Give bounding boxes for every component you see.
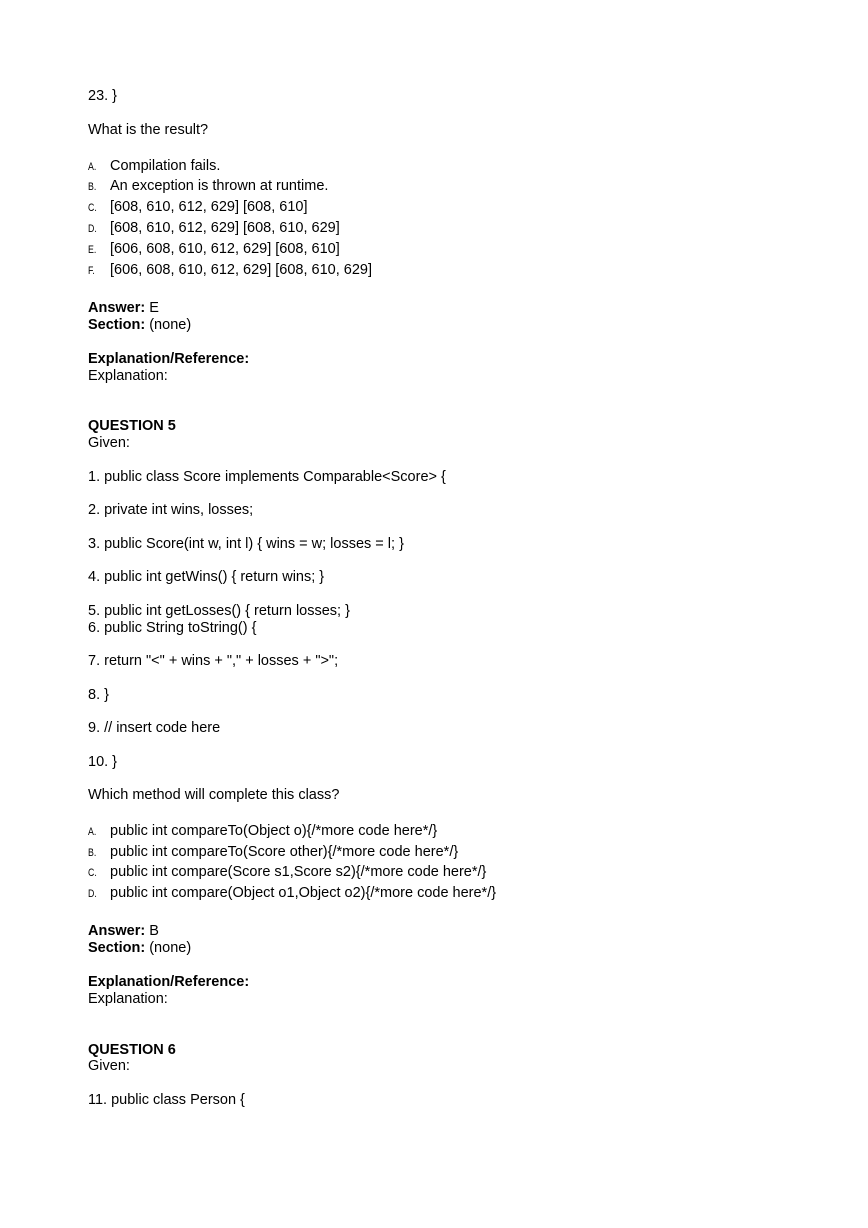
section-line — [88, 316, 191, 334]
option-d — [88, 219, 340, 238]
option-letter: D. — [88, 223, 97, 235]
option-text: public int compareTo(Score other){/*more code here*/} — [110, 844, 459, 860]
option-letter: E. — [88, 244, 97, 256]
option-letter: A. — [88, 161, 97, 173]
answer-label: Answer: — [88, 300, 146, 316]
option-text: public int compareTo(Object o){/*more code here*/} — [110, 823, 438, 839]
option-c — [88, 863, 486, 882]
option-text: [608, 610, 612, 629] [608, 610, 629] — [110, 220, 340, 236]
option-text: An exception is thrown at runtime. — [110, 178, 329, 194]
explanation-heading: Explanation/Reference: — [88, 351, 250, 367]
option-letter: D. — [88, 888, 97, 900]
code-line-23: 23. } — [88, 88, 118, 104]
option-text: [606, 608, 610, 612, 629] [608, 610] — [110, 241, 340, 257]
explanation-text: Explanation: — [88, 991, 168, 1007]
question-prompt: Which method will complete this class? — [88, 787, 340, 803]
option-f — [88, 261, 372, 280]
explanation-text: Explanation: — [88, 368, 168, 384]
option-letter: B. — [88, 847, 97, 859]
code-line: 3. public Score(int w, int l) { wins = w; losses = l; } — [88, 536, 404, 552]
question-5-heading: QUESTION 5 — [88, 418, 176, 434]
code-line: 11. public class Person { — [88, 1092, 245, 1108]
option-text: public int compare(Object o1,Object o2){/*more code here*/} — [110, 885, 497, 901]
explanation-heading: Explanation/Reference: — [88, 974, 250, 990]
section-value: (none) — [145, 940, 192, 956]
section-line — [88, 939, 191, 957]
option-letter: C. — [88, 202, 97, 214]
code-line: 8. } — [88, 687, 109, 703]
code-line: 2. private int wins, losses; — [88, 502, 254, 518]
code-line: 10. } — [88, 754, 118, 770]
answer-label: Answer: — [88, 923, 146, 939]
code-line: 6. public String toString() { — [88, 620, 257, 636]
question-6-heading: QUESTION 6 — [88, 1042, 176, 1058]
option-d — [88, 884, 496, 903]
option-text: public int compare(Score s1,Score s2){/*more code here*/} — [110, 864, 487, 880]
code-line: 9. // insert code here — [88, 720, 221, 736]
answer-line — [88, 299, 159, 317]
section-label: Section: — [88, 940, 146, 956]
given-label: Given: — [88, 435, 130, 451]
answer-line — [88, 922, 159, 940]
option-b — [88, 843, 458, 862]
option-b — [88, 177, 328, 196]
question-prompt: What is the result? — [88, 122, 209, 138]
section-label: Section: — [88, 317, 146, 333]
given-label: Given: — [88, 1058, 130, 1074]
option-text: [606, 608, 610, 612, 629] [608, 610, 629] — [110, 262, 373, 278]
section-value: (none) — [145, 317, 192, 333]
option-a — [88, 157, 220, 176]
option-text: [608, 610, 612, 629] [608, 610] — [110, 199, 308, 215]
option-a — [88, 822, 437, 841]
option-letter: C. — [88, 867, 97, 879]
option-letter: F. — [88, 265, 95, 277]
code-line: 4. public int getWins() { return wins; } — [88, 569, 325, 585]
answer-value: B — [145, 923, 159, 939]
code-line: 7. return "<" + wins + "," + losses + ">"; — [88, 653, 339, 669]
code-line: 1. public class Score implements Comparable<Score> { — [88, 469, 446, 485]
option-letter: B. — [88, 181, 97, 193]
option-text: Compilation fails. — [110, 158, 221, 174]
option-e — [88, 240, 340, 259]
code-line: 5. public int getLosses() { return losses; } — [88, 603, 350, 619]
option-letter: A. — [88, 826, 97, 838]
answer-value: E — [145, 300, 159, 316]
option-c — [88, 198, 308, 217]
